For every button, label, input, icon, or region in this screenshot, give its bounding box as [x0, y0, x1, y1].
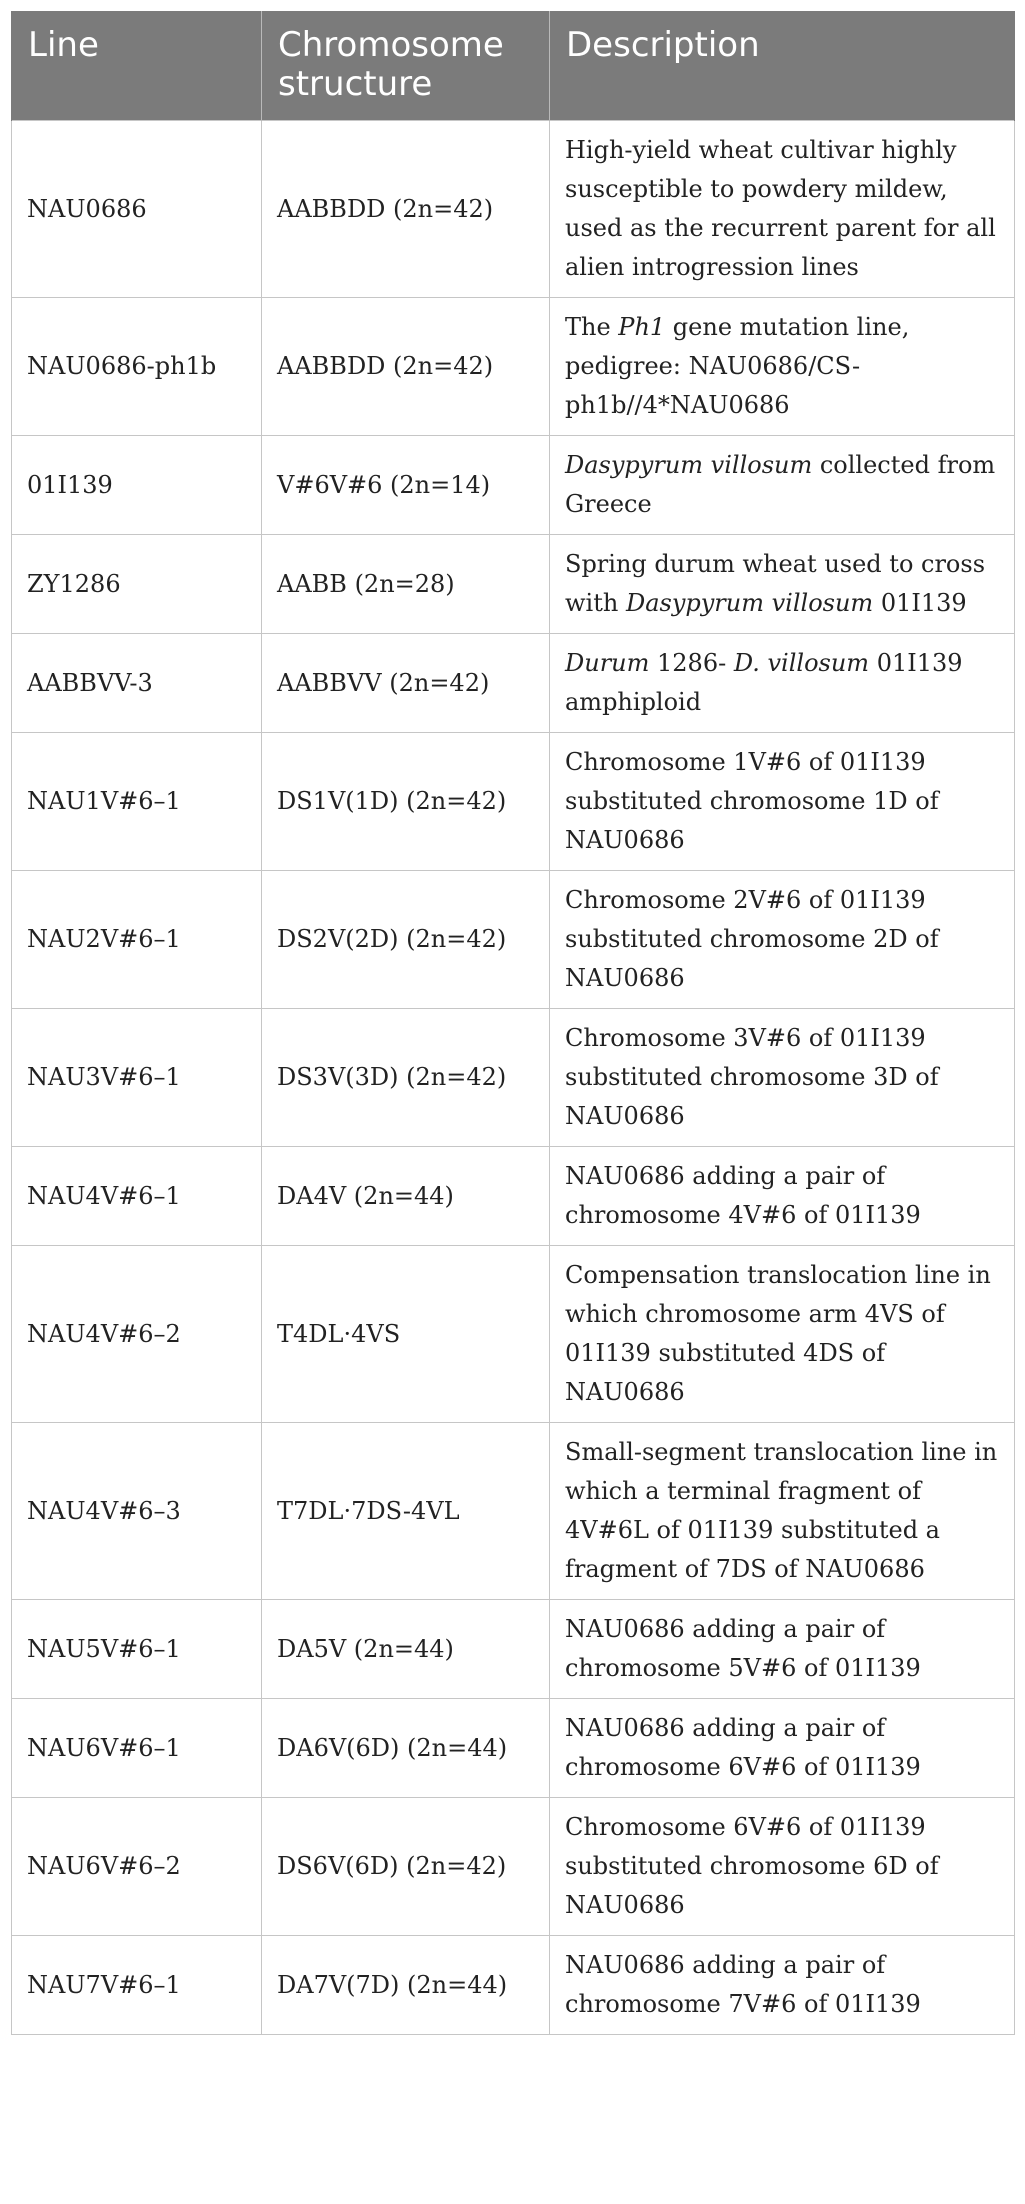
description-text: 1286-: [649, 649, 734, 677]
cell-description: [550, 535, 1015, 634]
cell-chromosome-structure: DA5V (2n=44): [262, 1600, 550, 1699]
cell-chromosome-structure: DA4V (2n=44): [262, 1147, 550, 1246]
table-row: [12, 1600, 1015, 1699]
table-row: [12, 1246, 1015, 1423]
cell-line: NAU3V#6–1: [12, 1009, 262, 1147]
cell-line: NAU2V#6–1: [12, 871, 262, 1009]
cell-chromosome-structure: V#6V#6 (2n=14): [262, 436, 550, 535]
cell-line: NAU0686: [12, 121, 262, 298]
description-text: Compensation translocation line in which chromosome arm 4VS of 01I139 substituted 4DS of NAU0686: [565, 1261, 991, 1406]
cell-line: NAU4V#6–3: [12, 1423, 262, 1600]
table-row: [12, 871, 1015, 1009]
cell-description: [550, 1423, 1015, 1600]
cell-chromosome-structure: DS2V(2D) (2n=42): [262, 871, 550, 1009]
cell-line: 01I139: [12, 436, 262, 535]
cell-description: [550, 1246, 1015, 1423]
header-chromosome-structure: Chromosome structure: [262, 11, 550, 121]
cell-chromosome-structure: DA6V(6D) (2n=44): [262, 1699, 550, 1798]
description-text: Chromosome 2V#6 of 01I139 substituted chromosome 2D of NAU0686: [565, 886, 939, 992]
description-text: Chromosome 1V#6 of 01I139 substituted chromosome 1D of NAU0686: [565, 748, 939, 854]
cell-description: [550, 634, 1015, 733]
cell-line: AABBVV-3: [12, 634, 262, 733]
cell-line: NAU4V#6–1: [12, 1147, 262, 1246]
cell-description: [550, 1009, 1015, 1147]
lines-table-container: [11, 11, 1014, 2035]
cell-description: [550, 1147, 1015, 1246]
cell-line: NAU7V#6–1: [12, 1936, 262, 2035]
cell-chromosome-structure: DS1V(1D) (2n=42): [262, 733, 550, 871]
header-line: Line: [12, 11, 262, 121]
header-row: [12, 11, 1015, 121]
table-row: [12, 1699, 1015, 1798]
table-row: [12, 1423, 1015, 1600]
cell-line: NAU6V#6–1: [12, 1699, 262, 1798]
description-italic-text: D. villosum: [733, 649, 870, 677]
cell-description: [550, 298, 1015, 436]
description-italic-text: Dasypyrum villosum: [625, 589, 874, 617]
cell-line: NAU6V#6–2: [12, 1798, 262, 1936]
description-text: Chromosome 3V#6 of 01I139 substituted chromosome 3D of NAU0686: [565, 1024, 939, 1130]
cell-chromosome-structure: AABBDD (2n=42): [262, 298, 550, 436]
cell-description: [550, 871, 1015, 1009]
table-body: [12, 121, 1015, 2035]
cell-chromosome-structure: AABBDD (2n=42): [262, 121, 550, 298]
cell-chromosome-structure: AABBVV (2n=42): [262, 634, 550, 733]
lines-table: [11, 11, 1015, 2035]
description-text: The: [565, 313, 619, 341]
description-text: 01I139 amphiploid: [565, 649, 963, 716]
description-text: collected from Greece: [565, 451, 996, 518]
description-text: NAU0686 adding a pair of chromosome 7V#6 of 01I139: [565, 1951, 921, 2018]
cell-line: NAU0686-ph1b: [12, 298, 262, 436]
table-row: [12, 1009, 1015, 1147]
table-row: [12, 733, 1015, 871]
cell-description: [550, 1936, 1015, 2035]
description-text: Small-segment translocation line in which a terminal fragment of 4V#6L of 01I139 substituted a fragment of 7DS of NAU0686: [565, 1438, 998, 1583]
description-text: High-yield wheat cultivar highly susceptible to powdery mildew, used as the recurrent parent for all alien introgression lines: [565, 136, 996, 281]
cell-description: [550, 436, 1015, 535]
description-text: NAU0686 adding a pair of chromosome 6V#6 of 01I139: [565, 1714, 921, 1781]
cell-line: ZY1286: [12, 535, 262, 634]
cell-chromosome-structure: T4DL·4VS: [262, 1246, 550, 1423]
cell-description: [550, 733, 1015, 871]
table-row: [12, 436, 1015, 535]
cell-chromosome-structure: DA7V(7D) (2n=44): [262, 1936, 550, 2035]
cell-line: NAU5V#6–1: [12, 1600, 262, 1699]
description-text: Chromosome 6V#6 of 01I139 substituted chromosome 6D of NAU0686: [565, 1813, 939, 1919]
cell-chromosome-structure: DS6V(6D) (2n=42): [262, 1798, 550, 1936]
header-description: Description: [550, 11, 1015, 121]
cell-description: [550, 121, 1015, 298]
table-row: [12, 1147, 1015, 1246]
cell-description: [550, 1699, 1015, 1798]
cell-chromosome-structure: DS3V(3D) (2n=42): [262, 1009, 550, 1147]
cell-line: NAU4V#6–2: [12, 1246, 262, 1423]
cell-description: [550, 1798, 1015, 1936]
description-text: NAU0686 adding a pair of chromosome 4V#6 of 01I139: [565, 1162, 921, 1229]
cell-chromosome-structure: AABB (2n=28): [262, 535, 550, 634]
cell-line: NAU1V#6–1: [12, 733, 262, 871]
table-row: [12, 1798, 1015, 1936]
table-row: [12, 121, 1015, 298]
description-italic-text: Durum: [565, 649, 650, 677]
cell-chromosome-structure: T7DL·7DS-4VL: [262, 1423, 550, 1600]
table-row: [12, 298, 1015, 436]
cell-description: [550, 1600, 1015, 1699]
table-row: [12, 1936, 1015, 2035]
description-italic-text: Ph1: [618, 313, 666, 341]
description-text: NAU0686 adding a pair of chromosome 5V#6 of 01I139: [565, 1615, 921, 1682]
description-text: gene mutation line, pedigree: NAU0686/CS-ph1b//4*NAU0686: [565, 313, 910, 419]
table-header: [12, 11, 1015, 121]
table-row: [12, 535, 1015, 634]
table-row: [12, 634, 1015, 733]
description-text: 01I139: [873, 589, 967, 617]
description-italic-text: Dasypyrum villosum: [565, 451, 813, 479]
description-text: Spring durum wheat used to cross with: [565, 550, 986, 617]
